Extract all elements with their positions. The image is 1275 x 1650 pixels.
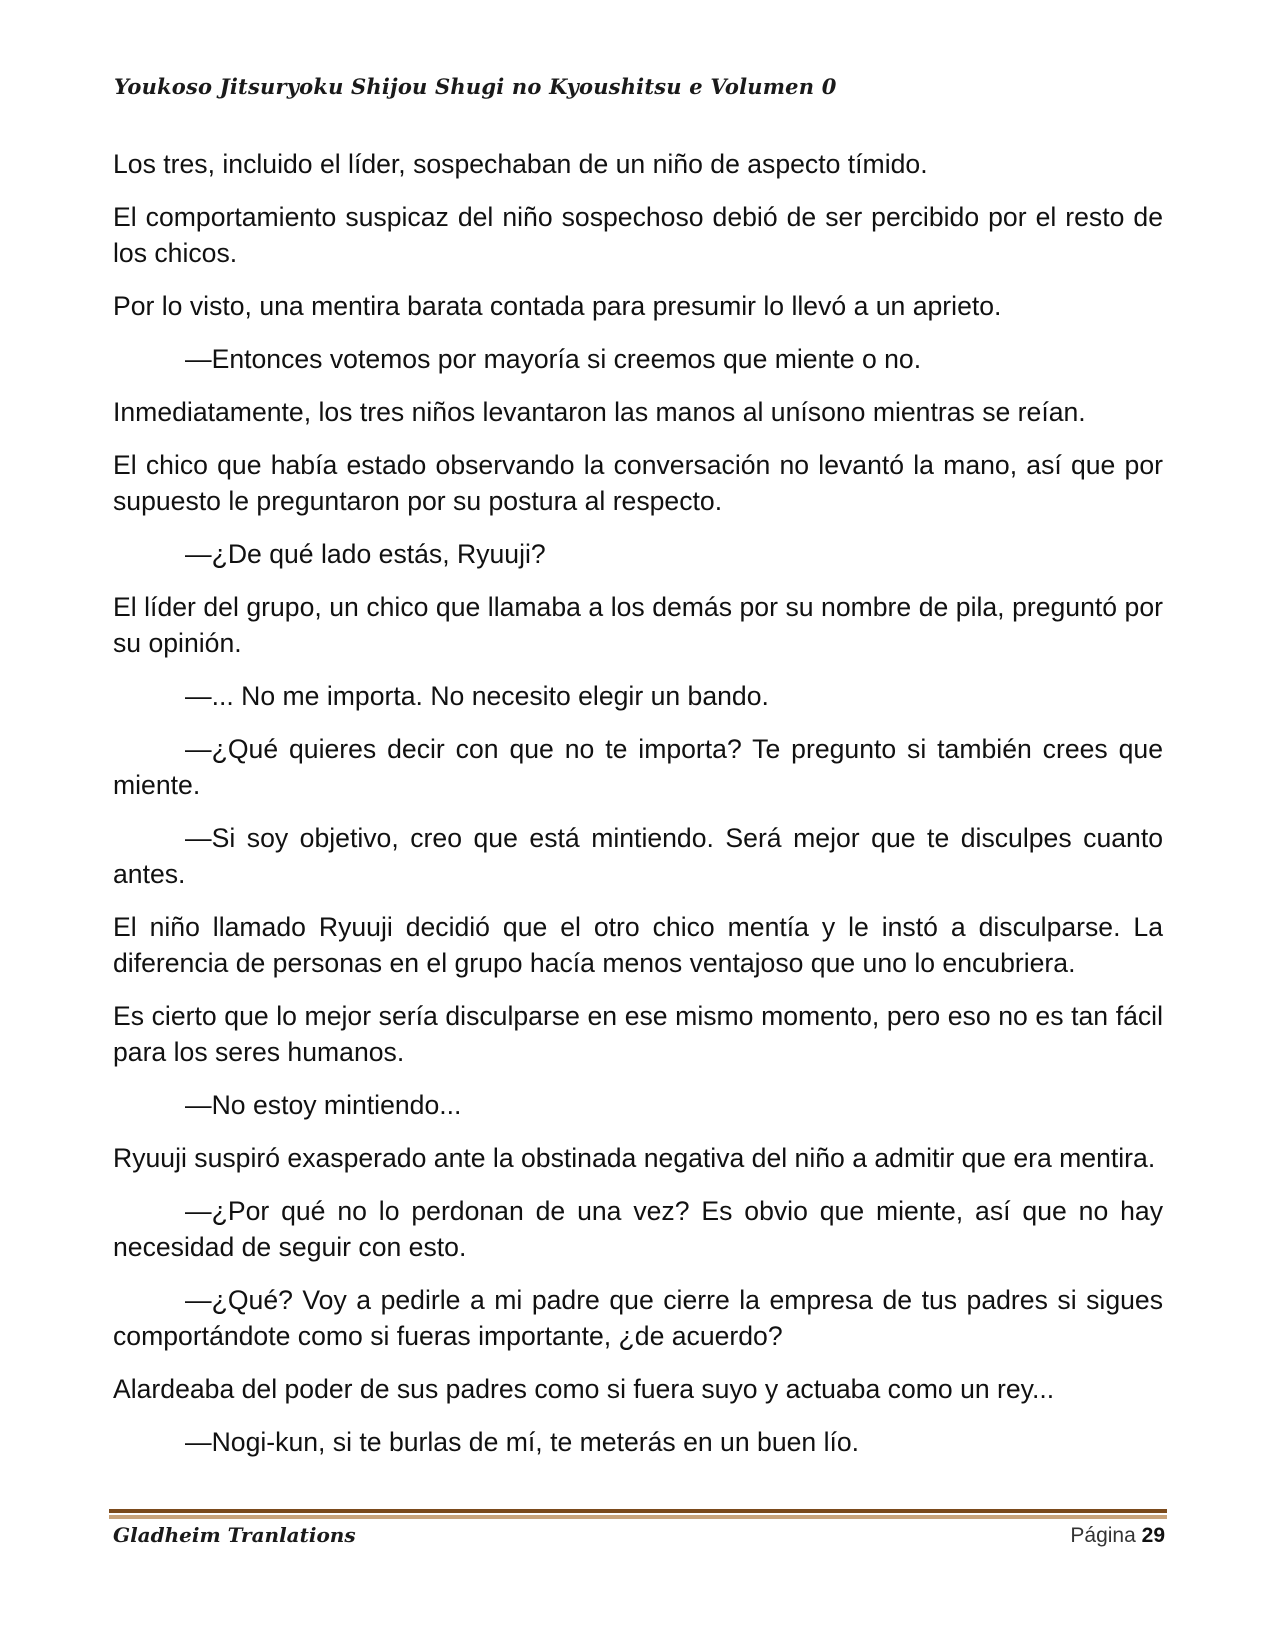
page-number: 29 (1141, 1524, 1165, 1547)
body-text (113, 146, 1163, 1477)
footer-divider (109, 1509, 1167, 1515)
dialogue-line: —¿Qué? Voy a pedirle a mi padre que cierre la empresa de tus padres si sigues comportándote como si fueras importante, ¿de acuerdo? (113, 1285, 1163, 1351)
dialogue-line: —Si soy objetivo, creo que está mintiendo. Será mejor que te disculpes cuanto antes. (113, 823, 1163, 889)
page-label: Página (1070, 1524, 1136, 1547)
paragraph: Ryuuji suspiró exasperado ante la obstinada negativa del niño a admitir que era mentira. (113, 1143, 1156, 1173)
running-header: Youkoso Jitsuryoku Shijou Shugi no Kyoushitsu e Volumen 0 (114, 74, 837, 99)
dialogue-line: —Entonces votemos por mayoría si creemos que miente o no. (185, 344, 922, 374)
paragraph: El comportamiento suspicaz del niño sospechoso debió de ser percibido por el resto de los chicos. (113, 202, 1163, 268)
paragraph: El chico que había estado observando la conversación no levantó la mano, así que por supuesto le preguntaron por su postura al respecto. (113, 450, 1163, 516)
dialogue-line: —¿Qué quieres decir con que no te importa? Te pregunto si también crees que miente. (113, 734, 1163, 800)
dialogue-line: —Nogi-kun, si te burlas de mí, te meterás en un buen lío. (185, 1427, 860, 1457)
footer-publisher: Gladheim Tranlations (113, 1523, 356, 1547)
paragraph: El líder del grupo, un chico que llamaba a los demás por su nombre de pila, preguntó por su opinión. (113, 592, 1163, 658)
paragraph: Es cierto que lo mejor sería disculparse en ese mismo momento, pero eso no es tan fácil para los seres humanos. (113, 1001, 1163, 1067)
dialogue-line: —¿De qué lado estás, Ryuuji? (185, 539, 546, 569)
paragraph: Alardeaba del poder de sus padres como si fuera suyo y actuaba como un rey... (113, 1374, 1055, 1404)
paragraph: Por lo visto, una mentira barata contada para presumir lo llevó a un aprieto. (113, 291, 1002, 321)
dialogue-line: —... No me importa. No necesito elegir un bando. (185, 681, 769, 711)
paragraph: Inmediatamente, los tres niños levantaron las manos al unísono mientras se reían. (113, 397, 1086, 427)
page-number-block (1070, 1524, 1165, 1548)
paragraph: Los tres, incluido el líder, sospechaban de un niño de aspecto tímido. (113, 149, 928, 179)
dialogue-line: —¿Por qué no lo perdonan de una vez? Es obvio que miente, así que no hay necesidad de seguir con esto. (113, 1196, 1163, 1262)
paragraph: El niño llamado Ryuuji decidió que el otro chico mentía y le instó a disculparse. La diferencia de personas en el grupo hacía menos ventajoso que uno lo encubriera. (113, 912, 1163, 978)
dialogue-line: —No estoy mintiendo... (185, 1090, 462, 1120)
